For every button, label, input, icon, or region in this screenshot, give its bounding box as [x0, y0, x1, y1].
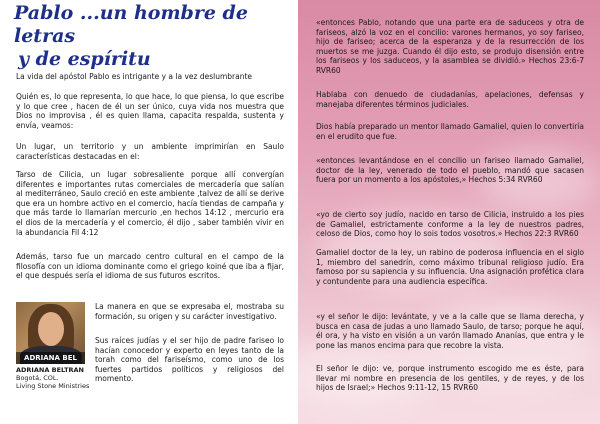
- paragraph-6: Sus raíces judías y el ser hijo de padre fariseo lo hacían conocedor y experto en leyes tanto de la torah como del fariseísmo, como uno de los fuertes partidos políticos y religiosos del momento.: [95, 336, 284, 384]
- author-org: Living Stone Ministries: [16, 382, 90, 391]
- paragraph-5: La manera en que se expresaba el, mostraba su formación, su origen y su carácter investigativo.: [95, 302, 284, 321]
- paragraph-4: Además, tarso fue un marcado centro cultural en el campo de la filosofía con un idioma dominante como el griego koiné que iba a fijar, el que después sería el idioma de sus futuros escritos.: [16, 252, 284, 281]
- page-title: [14, 2, 294, 71]
- author-city: Bogotá, COL.: [16, 374, 59, 383]
- quote-hechos-23: «entonces Pablo, notando que una parte era de saduceos y otra de fariseos, alzó la voz en el concilio: varones hermanos, yo soy fariseo, hijo de fariseo; acerca de la esperanza y de la resurrección de los muertos se me juzga. Cuando él dijo esto, se produjo disensión entre los fariseos y los saduceos, y la asamblea se dividió.» Hechos 23:6-7 RVR60: [316, 18, 584, 75]
- quote-hechos-9-a: «y el señor le dijo: levántate, y ve a la calle que se llama derecha, y busca en casa de judas a uno llamado Saulo, de tarso; porque he aquí, él ora, y ha visto en visión a un varón llamado Ananías, que entra y le pone las manos encima para que recobre la vista.: [316, 312, 584, 350]
- author-credit: [16, 366, 94, 391]
- title-line-1: Pablo ...un hombre de letras: [14, 2, 248, 47]
- paragraph-judicial: Hablaba con denuedo de ciudadanías, apelaciones, defensas y manejaba diferentes términos judiciales.: [316, 90, 584, 109]
- quote-hechos-22: «yo de cierto soy judío, nacido en tarso de Cilicia, instruido a los pies de Gamaliel, estrictamente conforme a la ley de nuestros padres, celoso de Dios, como hoy lo sois todos vosotros.» Hechos 22:3 RVR60: [316, 210, 584, 239]
- photo-caption: ADRIANA BEL: [16, 352, 85, 364]
- paragraph-gamaliel: Gamaliel doctor de la ley, un rabino de poderosa influencia en el siglo 1, miembro del sanedrín, como máximo tribunal religioso judío. Era famoso por su sapiencia y su influencia. Una asignación profética clara y contundente para una audiencia específica.: [316, 248, 584, 286]
- paragraph-mentor: Dios había preparado un mentor llamado Gamaliel, quien lo convertiría en el erudito que fue.: [316, 122, 584, 141]
- paragraph-2: Un lugar, un territorio y un ambiente imprimirían en Saulo características destacadas en el:: [16, 142, 284, 161]
- title-line-2: y de espíritu: [18, 48, 151, 70]
- paragraph-1: Quién es, lo que representa, lo que hace, lo que piensa, lo que escribe y lo que cree , hacen de él un ser único, cuya vida nos muestra que Dios no improvisa , él es quien llama, capacita respalda, sustenta y envía, veamos:: [16, 92, 284, 130]
- paragraph-3: Tarso de Cilicia, un lugar sobresaliente porque allí convergían diferentes e importantes rutas comerciales de mercadería que salían al mediterráneo, Saulo creció en este ambiente ,talvez de allí se derive que era un hombre activo en el comercio, hacía tiendas de campaña y que más tarde lo llamarían mercurio ,en hechos 14:12 , mercurio era el dios de la mercadería y el comercio, él dijo , saber también vivir en la abundancia Fil 4:12: [16, 170, 284, 237]
- quote-hechos-5: «entonces levantándose en el concilio un fariseo llamado Gamaliel, doctor de la ley, venerado de todo el pueblo, mandó que sacasen fuera por un momento a los apóstoles,» Hechos 5:34 RVR60: [316, 156, 584, 185]
- left-page: [0, 0, 298, 424]
- quote-hechos-9-b: El señor le dijo: ve, porque instrumento escogido me es éste, para llevar mi nombre en presencia de los gentiles, y de reyes, y de los hijos de Israel;» Hechos 9:11-12, 15 RVR60: [316, 364, 584, 393]
- intro-paragraph: La vida del apóstol Pablo es intrigante y a la vez deslumbrante: [16, 72, 253, 81]
- author-photo: [16, 302, 85, 364]
- author-name: ADRIANA BELTRAN: [16, 366, 84, 374]
